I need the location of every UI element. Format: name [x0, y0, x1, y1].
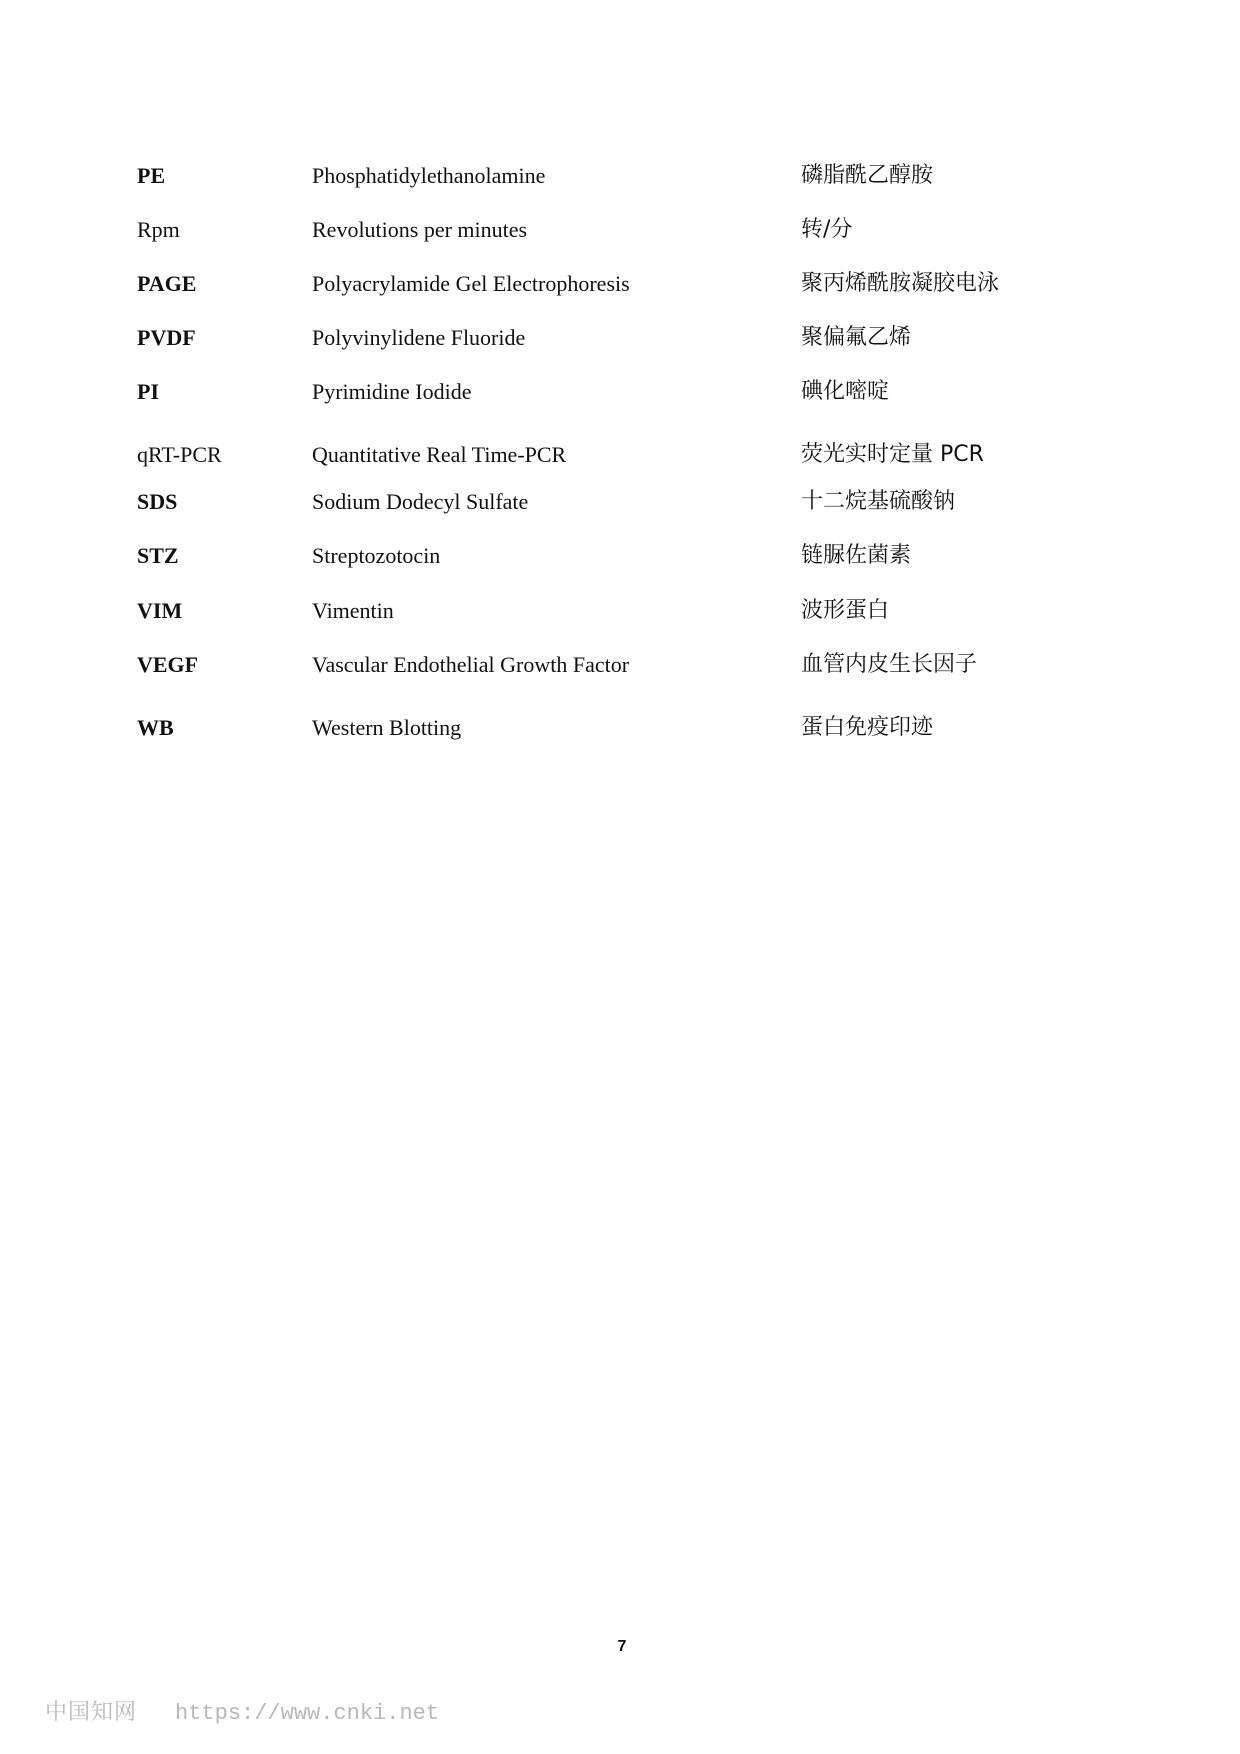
abbreviation: STZ: [137, 543, 179, 568]
chinese-name: 荧光实时定量 PCR: [801, 442, 984, 467]
chinese-name: 十二烷基硫酸钠: [801, 489, 956, 514]
chinese-name: 碘化嘧啶: [801, 379, 890, 404]
full-name: Streptozotocin: [312, 543, 441, 568]
abbreviation: PE: [137, 163, 166, 188]
full-name: Quantitative Real Time-PCR: [312, 442, 567, 467]
abbreviation: SDS: [137, 489, 178, 514]
watermark: [45, 1698, 439, 1728]
chinese-name: 波形蛋白: [801, 598, 890, 623]
full-name: Western Blotting: [312, 715, 462, 740]
full-name: Vascular Endothelial Growth Factor: [312, 652, 630, 677]
abbreviation: qRT-PCR: [137, 442, 222, 467]
table-row: [0, 377, 1240, 407]
table-row: [0, 323, 1240, 353]
full-name: Revolutions per minutes: [312, 217, 528, 242]
chinese-name: 蛋白免疫印迹: [801, 715, 934, 740]
abbreviation: WB: [137, 715, 174, 740]
full-name: Polyvinylidene Fluoride: [312, 325, 526, 350]
full-name: Phosphatidylethanolamine: [312, 163, 546, 188]
table-row: [0, 215, 1240, 245]
abbreviation: PVDF: [137, 325, 196, 350]
abbreviation: VIM: [137, 598, 183, 623]
table-row: [0, 161, 1240, 191]
abbreviation-table: [0, 0, 1240, 800]
page-number: 7: [617, 1638, 627, 1655]
table-row: [0, 487, 1240, 517]
chinese-name: 转/分: [801, 217, 853, 242]
abbreviation: VEGF: [137, 652, 199, 677]
chinese-name: 聚丙烯酰胺凝胶电泳: [801, 271, 1000, 296]
abbreviation: PI: [137, 379, 159, 404]
table-row: [0, 269, 1240, 299]
full-name: Sodium Dodecyl Sulfate: [312, 489, 529, 514]
table-row: [0, 713, 1240, 743]
abbreviation: Rpm: [137, 217, 180, 242]
table-row: [0, 596, 1240, 626]
chinese-name: 血管内皮生长因子: [801, 652, 978, 677]
table-row: [0, 541, 1240, 571]
table-row: [0, 440, 1240, 470]
watermark-site-name: 中国知网: [45, 1700, 138, 1725]
watermark-url: https://www.cnki.net: [175, 1701, 440, 1726]
chinese-name: 链脲佐菌素: [801, 543, 912, 568]
chinese-name: 聚偏氟乙烯: [801, 325, 912, 350]
table-row: [0, 650, 1240, 680]
full-name: Vimentin: [312, 598, 394, 623]
chinese-name: 磷脂酰乙醇胺: [801, 163, 934, 188]
abbreviation: PAGE: [137, 271, 197, 296]
full-name: Pyrimidine Iodide: [312, 379, 472, 404]
full-name: Polyacrylamide Gel Electrophoresis: [312, 271, 630, 296]
